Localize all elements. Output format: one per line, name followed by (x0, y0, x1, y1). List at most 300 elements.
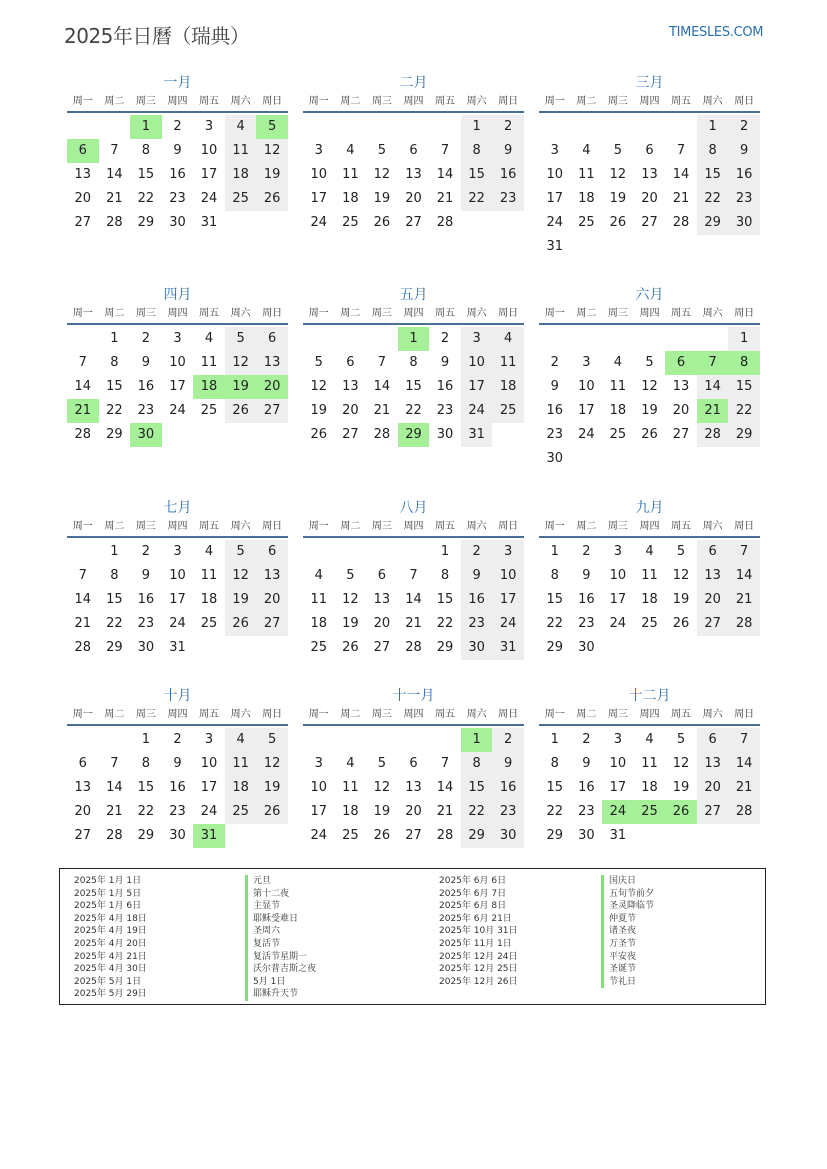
day-cell: 9 (173, 756, 182, 771)
day-cell: 2 (173, 119, 182, 134)
day-cell: 28 (106, 215, 123, 230)
weekday-header (67, 93, 288, 113)
day-cell: 3 (173, 544, 182, 559)
day-cell: 15 (728, 375, 760, 399)
month-block (303, 686, 524, 848)
weekday-label: 周一 (544, 96, 565, 107)
day-cell: 11 (310, 592, 328, 607)
weekday-label: 周日 (734, 308, 755, 319)
day-cell: 6 (377, 568, 387, 583)
weekday-header (539, 93, 760, 113)
weekday-label: 周四 (639, 96, 660, 107)
day-cell: 10 (546, 167, 564, 182)
day-cell: 17 (310, 191, 328, 206)
weekday-label: 周二 (104, 709, 125, 720)
weekday-label: 周五 (671, 96, 692, 107)
day-cell: 28 (436, 215, 454, 230)
weekday-label: 周日 (498, 96, 519, 107)
day-cell: 12 (256, 752, 288, 776)
day-cell: 2 (173, 732, 182, 747)
day-cell: 1 (398, 327, 430, 351)
empty-cell (303, 327, 335, 351)
empty-cell (571, 115, 603, 139)
day-cell: 27 (256, 399, 288, 423)
day-cell: 27 (74, 828, 92, 843)
day-cell: 24 (546, 215, 564, 230)
weekday-label: 周一 (72, 521, 93, 532)
holiday-dates-right (439, 875, 518, 988)
holiday-date: 2025年 4月 19日 (74, 926, 147, 937)
weekday-label: 周日 (734, 521, 755, 532)
weekday-label: 周三 (607, 96, 628, 107)
day-cell: 25 (634, 800, 666, 824)
day-cell: 16 (137, 592, 155, 607)
day-cell: 14 (373, 379, 391, 394)
day-cell: 23 (492, 800, 524, 824)
day-cell: 18 (342, 804, 359, 819)
day-cell: 10 (492, 564, 524, 588)
day-cell: 30 (546, 451, 564, 466)
page-title: 2025年日曆（瑞典） (64, 24, 250, 48)
holiday-name: 元旦 (245, 875, 316, 888)
day-grid (539, 327, 760, 471)
day-cell: 30 (169, 215, 186, 230)
day-cell: 17 (169, 379, 186, 394)
day-cell: 20 (256, 588, 288, 612)
day-cell: 4 (346, 756, 355, 771)
holiday-date: 2025年 4月 20日 (74, 938, 147, 949)
day-cell: 30 (130, 423, 162, 447)
day-cell: 22 (461, 187, 493, 211)
day-cell: 10 (310, 167, 328, 182)
day-cell: 4 (613, 355, 623, 370)
month-name: 一月 (163, 75, 192, 91)
day-cell: 19 (225, 588, 257, 612)
holiday-date: 2025年 1月 5日 (74, 888, 142, 899)
day-cell: 29 (461, 824, 493, 848)
day-cell: 15 (461, 163, 493, 187)
holiday-dates-left (74, 875, 147, 1001)
day-cell: 17 (546, 191, 564, 206)
weekday-label: 周六 (702, 709, 723, 720)
day-cell: 28 (405, 640, 422, 655)
day-cell: 21 (436, 804, 454, 819)
day-cell: 28 (373, 427, 391, 442)
day-cell: 9 (141, 355, 151, 370)
day-cell: 2 (728, 115, 760, 139)
day-cell: 21 (106, 191, 123, 206)
day-cell: 30 (578, 828, 595, 843)
day-cell: 27 (697, 612, 729, 636)
day-cell: 21 (74, 616, 92, 631)
day-cell: 24 (578, 427, 595, 442)
day-cell: 13 (405, 167, 422, 182)
day-cell: 22 (728, 399, 760, 423)
day-cell: 20 (405, 191, 422, 206)
day-cell: 26 (665, 800, 697, 824)
day-cell: 20 (697, 588, 729, 612)
month-name: 四月 (163, 287, 192, 303)
month-name: 三月 (635, 75, 664, 91)
day-cell: 18 (641, 592, 658, 607)
holiday-date: 2025年 4月 18日 (74, 913, 147, 924)
day-cell: 2 (582, 544, 591, 559)
day-cell: 23 (436, 403, 454, 418)
day-cell: 23 (728, 187, 760, 211)
day-cell: 7 (697, 351, 729, 375)
day-cell: 19 (672, 592, 690, 607)
weekday-label: 周二 (104, 521, 125, 532)
day-cell: 7 (377, 355, 387, 370)
day-cell: 21 (436, 191, 454, 206)
day-cell: 15 (461, 776, 493, 800)
day-cell: 30 (461, 636, 493, 660)
day-cell: 21 (697, 399, 729, 423)
day-cell: 26 (672, 616, 690, 631)
day-cell: 9 (461, 564, 493, 588)
empty-cell (67, 540, 99, 564)
month-block (67, 285, 288, 447)
day-cell: 21 (405, 616, 422, 631)
weekday-label: 周四 (167, 709, 188, 720)
day-cell: 4 (492, 327, 524, 351)
day-cell: 22 (697, 187, 729, 211)
day-cell: 31 (193, 824, 225, 848)
day-cell: 23 (578, 804, 595, 819)
weekday-header (539, 706, 760, 726)
day-cell: 12 (672, 568, 690, 583)
empty-cell (398, 728, 430, 752)
month-name: 七月 (163, 500, 192, 516)
day-cell: 23 (578, 616, 595, 631)
day-cell: 1 (550, 544, 559, 559)
day-cell: 12 (342, 592, 359, 607)
holiday-name: 五旬节前夕 (601, 888, 654, 901)
weekday-label: 周三 (135, 709, 156, 720)
day-cell: 26 (256, 187, 288, 211)
day-cell: 26 (225, 399, 257, 423)
day-cell: 10 (461, 351, 493, 375)
day-cell: 11 (225, 139, 257, 163)
day-cell: 26 (373, 828, 391, 843)
day-cell: 6 (256, 327, 288, 351)
day-grid (539, 540, 760, 660)
day-cell: 5 (346, 568, 355, 583)
day-cell: 22 (137, 804, 155, 819)
day-cell: 16 (578, 780, 595, 795)
holiday-date: 2025年 4月 21日 (74, 951, 147, 962)
day-cell: 22 (546, 804, 564, 819)
day-cell: 13 (697, 564, 729, 588)
day-cell: 30 (137, 640, 155, 655)
day-cell: 8 (461, 752, 493, 776)
month-block (539, 498, 760, 660)
day-cell: 3 (314, 756, 323, 771)
day-cell: 4 (582, 143, 591, 158)
month-block (67, 73, 288, 235)
day-cell: 17 (578, 403, 595, 418)
day-cell: 8 (110, 568, 119, 583)
day-cell: 17 (200, 167, 218, 182)
weekday-label: 周日 (734, 96, 755, 107)
site-link[interactable]: TIMESLES.COM (669, 25, 764, 40)
day-cell: 8 (110, 355, 119, 370)
day-cell: 19 (256, 163, 288, 187)
day-cell: 6 (645, 143, 654, 158)
month-block (67, 686, 288, 848)
day-cell: 4 (645, 732, 654, 747)
empty-cell (67, 115, 99, 139)
day-cell: 16 (578, 592, 595, 607)
empty-cell (697, 327, 729, 351)
day-cell: 18 (492, 375, 524, 399)
day-cell: 9 (582, 568, 591, 583)
weekday-header (539, 305, 760, 325)
day-cell: 11 (641, 756, 658, 771)
day-cell: 27 (256, 612, 288, 636)
empty-cell (99, 115, 131, 139)
day-cell: 15 (436, 592, 454, 607)
day-cell: 26 (609, 215, 627, 230)
weekday-label: 周四 (639, 521, 660, 532)
day-cell: 1 (141, 732, 151, 747)
day-cell: 24 (461, 399, 493, 423)
day-cell: 19 (609, 191, 627, 206)
day-cell: 14 (728, 564, 760, 588)
holiday-name: 万圣节 (601, 938, 654, 951)
day-cell: 18 (225, 776, 257, 800)
weekday-label: 周六 (466, 96, 487, 107)
day-cell: 22 (405, 403, 422, 418)
day-grid (67, 540, 288, 660)
weekday-label: 周三 (135, 96, 156, 107)
day-cell: 31 (492, 636, 524, 660)
month-name: 五月 (399, 287, 428, 303)
weekday-label: 周六 (466, 308, 487, 319)
day-cell: 1 (728, 327, 760, 351)
day-cell: 7 (110, 143, 119, 158)
weekday-label: 周三 (607, 308, 628, 319)
day-cell: 22 (137, 191, 155, 206)
weekday-label: 周五 (671, 709, 692, 720)
holiday-names-left (245, 875, 316, 1001)
day-cell: 5 (377, 143, 387, 158)
empty-cell (634, 115, 666, 139)
day-cell: 11 (492, 351, 524, 375)
day-cell: 12 (672, 756, 690, 771)
day-cell: 20 (342, 403, 359, 418)
day-cell: 19 (672, 780, 690, 795)
empty-cell (429, 728, 461, 752)
day-cell: 8 (728, 351, 760, 375)
day-cell: 7 (409, 568, 418, 583)
weekday-label: 周二 (576, 521, 597, 532)
day-cell: 20 (405, 804, 422, 819)
day-cell: 10 (609, 568, 627, 583)
weekday-label: 周四 (403, 308, 424, 319)
day-cell: 24 (169, 616, 186, 631)
holiday-name: 国庆日 (601, 875, 654, 888)
day-cell: 1 (697, 115, 729, 139)
holiday-name: 圣周六 (245, 925, 316, 938)
empty-cell (398, 540, 430, 564)
day-cell: 26 (342, 640, 359, 655)
month-name: 六月 (635, 287, 664, 303)
day-cell: 28 (672, 215, 690, 230)
weekday-label: 周六 (230, 308, 251, 319)
day-cell: 26 (641, 427, 658, 442)
day-grid (539, 115, 760, 259)
day-cell: 3 (492, 540, 524, 564)
day-cell: 28 (728, 612, 760, 636)
day-cell: 23 (461, 612, 493, 636)
month-name: 十二月 (628, 688, 671, 704)
day-cell: 30 (578, 640, 595, 655)
empty-cell (67, 728, 99, 752)
empty-cell (634, 327, 666, 351)
day-cell: 24 (310, 828, 328, 843)
weekday-label: 周一 (544, 709, 565, 720)
empty-cell (335, 115, 367, 139)
day-cell: 24 (602, 800, 634, 824)
day-cell: 14 (697, 375, 729, 399)
day-cell: 29 (546, 640, 564, 655)
holiday-date: 2025年 5月 29日 (74, 989, 147, 1000)
day-cell: 28 (106, 828, 123, 843)
day-cell: 18 (225, 163, 257, 187)
day-cell: 14 (106, 780, 123, 795)
day-cell: 2 (461, 540, 493, 564)
day-cell: 16 (728, 163, 760, 187)
day-cell: 18 (193, 375, 225, 399)
day-cell: 16 (546, 403, 564, 418)
holiday-name: 诸圣夜 (601, 925, 654, 938)
day-cell: 17 (492, 588, 524, 612)
day-cell: 29 (436, 640, 454, 655)
day-cell: 20 (672, 403, 690, 418)
weekday-label: 周二 (104, 308, 125, 319)
day-cell: 16 (169, 780, 186, 795)
day-cell: 13 (342, 379, 359, 394)
day-cell: 11 (225, 752, 257, 776)
day-cell: 12 (256, 139, 288, 163)
day-cell: 24 (310, 215, 328, 230)
empty-cell (335, 728, 367, 752)
day-cell: 1 (461, 728, 493, 752)
day-cell: 23 (492, 187, 524, 211)
holiday-date: 2025年 12月 26日 (439, 976, 518, 987)
holiday-name: 复活节星期一 (245, 951, 316, 964)
empty-cell (303, 728, 335, 752)
day-cell: 30 (492, 824, 524, 848)
weekday-label: 周日 (262, 709, 283, 720)
weekday-label: 周五 (435, 308, 456, 319)
day-grid (303, 115, 524, 235)
day-cell: 27 (405, 215, 422, 230)
weekday-label: 周三 (371, 521, 392, 532)
weekday-label: 周三 (607, 521, 628, 532)
day-cell: 4 (314, 568, 323, 583)
day-cell: 7 (78, 568, 87, 583)
day-cell: 20 (641, 191, 658, 206)
empty-cell (303, 540, 335, 564)
day-cell: 6 (697, 540, 729, 564)
empty-cell (67, 327, 99, 351)
day-grid (67, 327, 288, 447)
holiday-list (59, 868, 766, 1005)
empty-cell (366, 327, 398, 351)
weekday-label: 周一 (308, 709, 329, 720)
day-cell: 29 (546, 828, 564, 843)
day-cell: 28 (697, 423, 729, 447)
day-cell: 10 (169, 355, 186, 370)
holiday-date: 2025年 6月 7日 (439, 888, 507, 899)
day-cell: 25 (310, 640, 328, 655)
day-cell: 29 (398, 423, 430, 447)
day-cell: 25 (200, 403, 218, 418)
day-cell: 20 (74, 804, 92, 819)
day-cell: 3 (461, 327, 493, 351)
weekday-label: 周四 (167, 308, 188, 319)
weekday-header (539, 518, 760, 538)
day-cell: 8 (409, 355, 418, 370)
day-cell: 9 (582, 756, 591, 771)
day-cell: 3 (613, 544, 623, 559)
day-cell: 1 (550, 732, 559, 747)
day-cell: 5 (314, 355, 323, 370)
day-cell: 16 (169, 167, 186, 182)
weekday-label: 周二 (340, 709, 361, 720)
day-cell: 4 (225, 728, 257, 752)
day-cell: 14 (405, 592, 422, 607)
weekday-header (303, 93, 524, 113)
holiday-names-right (601, 875, 654, 988)
day-cell: 26 (225, 612, 257, 636)
day-cell: 11 (200, 355, 218, 370)
day-cell: 20 (697, 776, 729, 800)
day-cell: 20 (74, 191, 92, 206)
holiday-date: 2025年 12月 25日 (439, 964, 518, 975)
day-cell: 19 (225, 375, 257, 399)
day-cell: 14 (436, 780, 454, 795)
day-cell: 19 (373, 191, 391, 206)
day-cell: 26 (256, 800, 288, 824)
day-grid (303, 540, 524, 660)
day-cell: 8 (141, 143, 151, 158)
day-cell: 22 (436, 616, 454, 631)
holiday-name: 圣诞节 (601, 963, 654, 976)
day-cell: 12 (609, 167, 627, 182)
weekday-label: 周一 (72, 96, 93, 107)
weekday-label: 周日 (498, 308, 519, 319)
empty-cell (99, 728, 131, 752)
day-cell: 4 (204, 331, 214, 346)
day-cell: 13 (74, 167, 92, 182)
day-cell: 2 (440, 331, 450, 346)
day-cell: 9 (440, 355, 450, 370)
weekday-header (67, 706, 288, 726)
weekday-label: 周三 (371, 308, 392, 319)
weekday-label: 周日 (262, 96, 283, 107)
weekday-label: 周六 (702, 308, 723, 319)
weekday-label: 周三 (135, 308, 156, 319)
day-cell: 11 (578, 167, 595, 182)
day-cell: 27 (373, 640, 391, 655)
day-grid (67, 728, 288, 848)
day-cell: 16 (492, 163, 524, 187)
weekday-label: 周五 (199, 521, 220, 532)
day-cell: 1 (130, 115, 162, 139)
